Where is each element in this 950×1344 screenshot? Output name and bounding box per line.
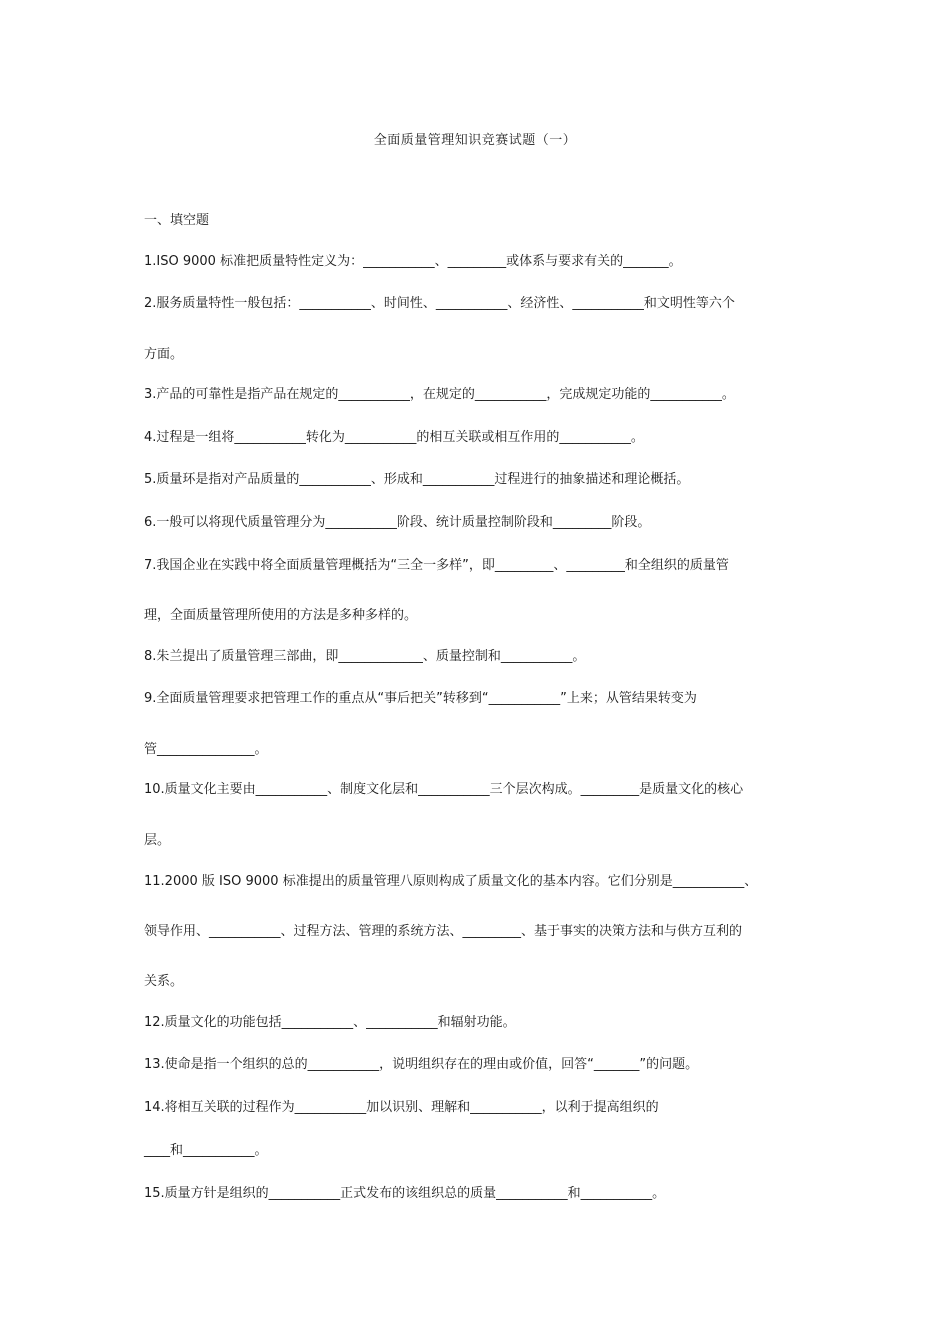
question-line: 3.产品的可靠性是指产品在规定的___________，在规定的___________，完成规定功能的___________。 (144, 387, 735, 402)
question-line: 1.ISO 9000 标准把质量特性定义为：___________、_________或体系与要求有关的_______。 (144, 254, 682, 269)
question-line: ____和___________。 (144, 1143, 268, 1158)
question-line: 2.服务质量特性一般包括：___________、时间性、___________、经济性、___________和文明性等六个 (144, 296, 735, 311)
question-line: 方面。 (144, 347, 184, 362)
question-line: 12.质量文化的功能包括___________、___________和辐射功能。 (144, 1015, 516, 1030)
question-line: 理，全面质量管理所使用的方法是多种多样的。 (144, 608, 418, 623)
question-line: 关系。 (144, 974, 184, 989)
question-line: 管_______________。 (144, 742, 268, 757)
question-line: 10.质量文化主要由___________、制度文化层和___________三个层次构成。_________是质量文化的核心 (144, 782, 744, 797)
question-line: 11.2000 版 ISO 9000 标准提出的质量管理八原则构成了质量文化的基本内容。它们分别是___________、 (144, 874, 758, 889)
question-line: 15.质量方针是组织的___________正式发布的该组织总的质量___________和___________。 (144, 1186, 666, 1201)
document-title: 全面质量管理知识竞赛试题（一） (373, 133, 577, 148)
question-line: 7.我国企业在实践中将全面质量管理概括为“三全一多样”，即_________、_________和全组织的质量管 (144, 558, 729, 573)
question-line: 领导作用、___________、过程方法、管理的系统方法、_________、基于事实的决策方法和与供方互利的 (144, 924, 743, 939)
section-heading: 一、填空题 (144, 213, 210, 228)
question-line: 9.全面质量管理要求把管理工作的重点从“事后把关”转移到“___________”上来；从管结果转变为 (144, 691, 697, 706)
question-line: 层。 (144, 833, 171, 848)
question-line: 6.一般可以将现代质量管理分为___________阶段、统计质量控制阶段和_________阶段。 (144, 515, 651, 530)
question-line: 5.质量环是指对产品质量的___________、形成和___________过程进行的抽象描述和理论概括。 (144, 472, 690, 487)
question-line: 4.过程是一组将___________转化为___________的相互关联或相互作用的___________。 (144, 430, 644, 445)
question-line: 8.朱兰提出了质量管理三部曲，即_____________、质量控制和___________。 (144, 649, 586, 664)
question-line: 14.将相互关联的过程作为___________加以识别、理解和___________，以利于提高组织的 (144, 1100, 659, 1115)
question-line: 13.使命是指一个组织的总的___________，说明组织存在的理由或价值，回答“_______”的问题。 (144, 1057, 699, 1072)
